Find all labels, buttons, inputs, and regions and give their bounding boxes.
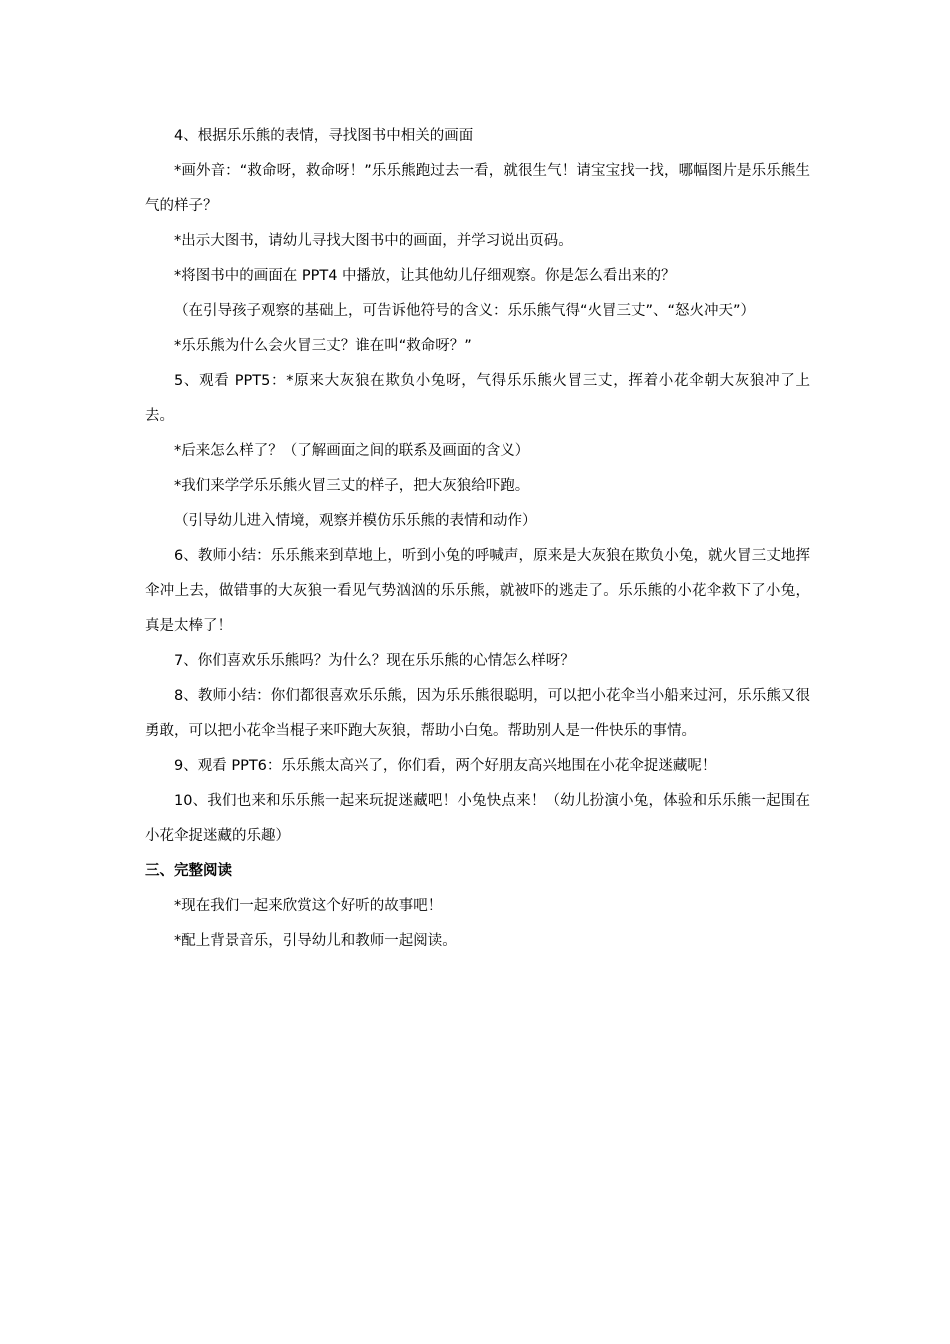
document-page — [145, 119, 810, 959]
step-4-heading: 4、根据乐乐熊的表情，寻找图书中相关的画面 — [174, 128, 474, 144]
section-heading-full-reading: 三、完整阅读 — [145, 863, 232, 879]
what-next-paragraph: *后来怎么样了？（了解画面之间的联系及画面的含义） — [174, 443, 530, 459]
step-8-summary: 8、教师小结：你们都很喜欢乐乐熊，因为乐乐熊很聪明，可以把小花伞当小船来过河，乐乐熊又很勇敢，可以把小花伞当棍子来吓跑大灰狼，帮助小白兔。帮助别人是一件快乐的事情。 — [145, 688, 810, 739]
step-6-summary: 6、教师小结：乐乐熊来到草地上，听到小兔的呼喊声，原来是大灰狼在欺负小兔，就火冒三丈地挥伞冲上去，做错事的大灰狼一看见气势汹汹的乐乐熊，就被吓的逃走了。乐乐熊的小花伞救下了小兔，真是太棒了！ — [145, 548, 810, 634]
angry-question-paragraph: *乐乐熊为什么会火冒三丈？谁在叫“救命呀？” — [174, 338, 472, 354]
show-big-book-paragraph: *出示大图书，请幼儿寻找大图书中的画面，并学习说出页码。 — [174, 233, 573, 249]
background-music-paragraph: *配上背景音乐，引导幼儿和教师一起阅读。 — [174, 933, 457, 949]
ppt4-paragraph: *将图书中的画面在 PPT4 中播放，让其他幼儿仔细观察。你是怎么看出来的？ — [174, 268, 676, 284]
step-7-paragraph: 7、你们喜欢乐乐熊吗？为什么？现在乐乐熊的心情怎么样呀？ — [174, 653, 575, 669]
step-10-paragraph: 10、我们也来和乐乐熊一起来玩捉迷藏吧！小兔快点来！（幼儿扮演小兔，体验和乐乐熊一起围在小花伞捉迷藏的乐趣） — [145, 793, 810, 844]
voiceover-paragraph: *画外音：“救命呀，救命呀！”乐乐熊跑过去一看，就很生气！请宝宝找一找，哪幅图片是乐乐熊生气的样子？ — [145, 163, 810, 214]
enjoy-story-paragraph: *现在我们一起来欣赏这个好听的故事吧！ — [174, 898, 443, 914]
imitate-paragraph: *我们来学学乐乐熊火冒三丈的样子，把大灰狼给吓跑。 — [174, 478, 530, 494]
symbol-meaning-note: （在引导孩子观察的基础上，可告诉他符号的含义：乐乐熊气得“火冒三丈”、“怒火冲天”） — [174, 303, 756, 319]
step-9-paragraph: 9、观看 PPT6：乐乐熊太高兴了，你们看，两个好朋友高兴地围在小花伞捉迷藏呢！ — [174, 758, 717, 774]
step-5-paragraph: 5、观看 PPT5：*原来大灰狼在欺负小兔呀，气得乐乐熊火冒三丈，挥着小花伞朝大灰狼冲了上去。 — [145, 373, 810, 424]
guide-note: （引导幼儿进入情境，观察并模仿乐乐熊的表情和动作） — [174, 513, 537, 529]
